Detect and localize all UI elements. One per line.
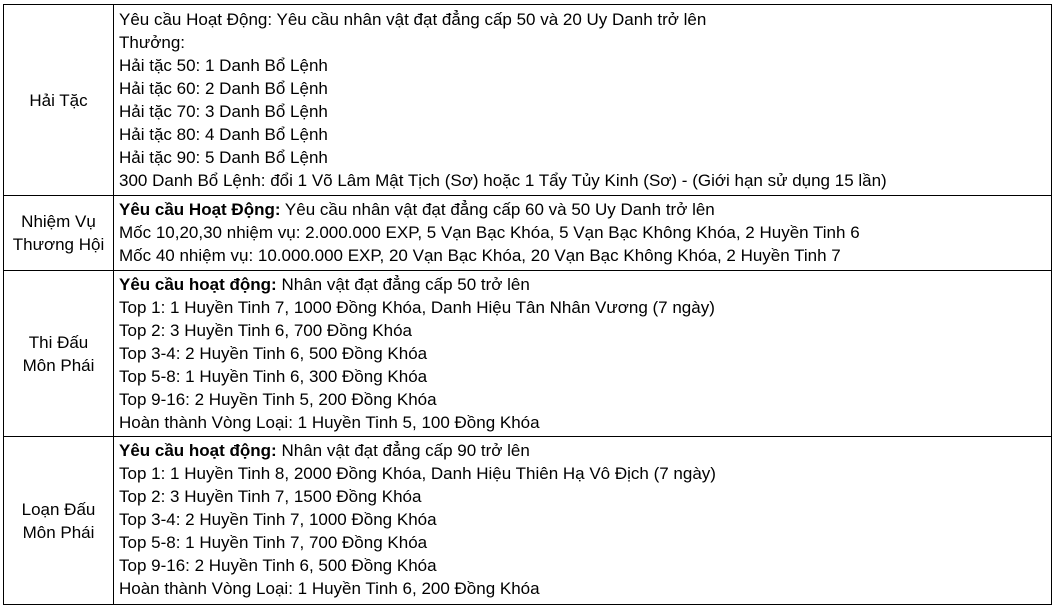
requirement-text: Yêu cầu Hoạt Động: Yêu cầu nhân vật đạt đẳng cấp 50 và 20 Uy Danh trở lên — [119, 10, 707, 29]
activity-name: Môn Phái — [22, 355, 95, 375]
reward-line: Hải tặc 60: 2 Danh Bổ Lệnh — [119, 79, 328, 98]
activity-name: Thi Đấu — [28, 332, 89, 352]
requirement-label: Yêu cầu Hoạt Động: — [119, 200, 281, 219]
requirement-label: Yêu cầu hoạt động: — [119, 275, 277, 294]
table-row-thi-dau-mon-phai — [4, 271, 1052, 437]
reward-line: Thưởng: — [119, 33, 185, 52]
reward-line: Top 3-4: 2 Huyền Tinh 6, 500 Đồng Khóa — [119, 344, 428, 363]
activity-name: Nhiệm Vụ — [21, 212, 96, 231]
reward-line: Hải tặc 90: 5 Danh Bổ Lệnh — [119, 148, 328, 167]
reward-line: 300 Danh Bổ Lệnh: đổi 1 Võ Lâm Mật Tịch (Sơ) hoặc 1 Tẩy Tủy Kinh (Sơ) - (Giới hạn sử dụng 15 lần) — [119, 171, 887, 190]
activity-name: Loạn Đấu — [21, 499, 96, 519]
reward-line: Hải tặc 80: 4 Danh Bổ Lệnh — [119, 125, 328, 144]
reward-line: Top 1: 1 Huyền Tinh 7, 1000 Đồng Khóa, Danh Hiệu Tân Nhân Vương (7 ngày) — [119, 298, 715, 317]
table-row-nhiem-vu-thuong-hoi — [4, 196, 1052, 271]
requirement-line — [119, 198, 1051, 221]
reward-line: Top 1: 1 Huyền Tinh 8, 2000 Đồng Khóa, Danh Hiệu Thiên Hạ Vô Địch (7 ngày) — [119, 464, 716, 483]
table-row-hai-tac — [4, 5, 1052, 196]
activity-rewards-table — [3, 4, 1052, 605]
reward-line: Hải tặc 70: 3 Danh Bổ Lệnh — [119, 102, 328, 121]
reward-line: Top 9-16: 2 Huyền Tinh 5, 200 Đồng Khóa — [119, 390, 437, 409]
table-row-loan-dau-mon-phai — [4, 437, 1052, 605]
activity-name-cell — [4, 5, 114, 196]
requirement-line — [119, 439, 1051, 462]
activity-detail-cell — [114, 196, 1052, 271]
activity-name: Môn Phái — [22, 522, 95, 542]
reward-line: Mốc 10,20,30 nhiệm vụ: 2.000.000 EXP, 5 Vạn Bạc Khóa, 5 Vạn Bạc Không Khóa, 2 Huyền Tinh 6 — [119, 223, 860, 242]
reward-line: Hoàn thành Vòng Loại: 1 Huyền Tinh 5, 100 Đồng Khóa — [119, 413, 540, 432]
reward-line: Top 3-4: 2 Huyền Tinh 7, 1000 Đồng Khóa — [119, 510, 437, 529]
reward-line: Hoàn thành Vòng Loại: 1 Huyền Tinh 6, 200 Đồng Khóa — [119, 579, 540, 598]
reward-line: Top 5-8: 1 Huyền Tinh 6, 300 Đồng Khóa — [119, 367, 428, 386]
requirement-line — [119, 8, 1051, 31]
requirement-text: Yêu cầu nhân vật đạt đẳng cấp 60 và 50 Uy Danh trở lên — [280, 200, 715, 219]
reward-line: Top 5-8: 1 Huyền Tinh 7, 700 Đồng Khóa — [119, 533, 428, 552]
activity-detail-cell — [114, 437, 1052, 605]
activity-detail-cell — [114, 5, 1052, 196]
requirement-label: Yêu cầu hoạt động: — [119, 441, 277, 460]
activity-name: Thương Hội — [12, 235, 105, 254]
reward-line: Top 2: 3 Huyền Tinh 6, 700 Đồng Khóa — [119, 321, 412, 340]
requirement-text: Nhân vật đạt đẳng cấp 50 trở lên — [276, 275, 530, 294]
activity-name-cell — [4, 196, 114, 271]
requirement-text: Nhân vật đạt đẳng cấp 90 trở lên — [276, 441, 530, 460]
activity-name-cell — [4, 437, 114, 605]
activity-name-cell — [4, 271, 114, 437]
activity-detail-cell — [114, 271, 1052, 437]
reward-line: Top 9-16: 2 Huyền Tinh 6, 500 Đồng Khóa — [119, 556, 437, 575]
reward-line: Hải tặc 50: 1 Danh Bổ Lệnh — [119, 56, 328, 75]
reward-line: Mốc 40 nhiệm vụ: 10.000.000 EXP, 20 Vạn Bạc Khóa, 20 Vạn Bạc Không Khóa, 2 Huyền Tinh 7 — [119, 246, 841, 265]
reward-line: Top 2: 3 Huyền Tinh 7, 1500 Đồng Khóa — [119, 487, 422, 506]
requirement-line — [119, 273, 1051, 296]
activity-name: Hải Tặc — [29, 90, 88, 110]
